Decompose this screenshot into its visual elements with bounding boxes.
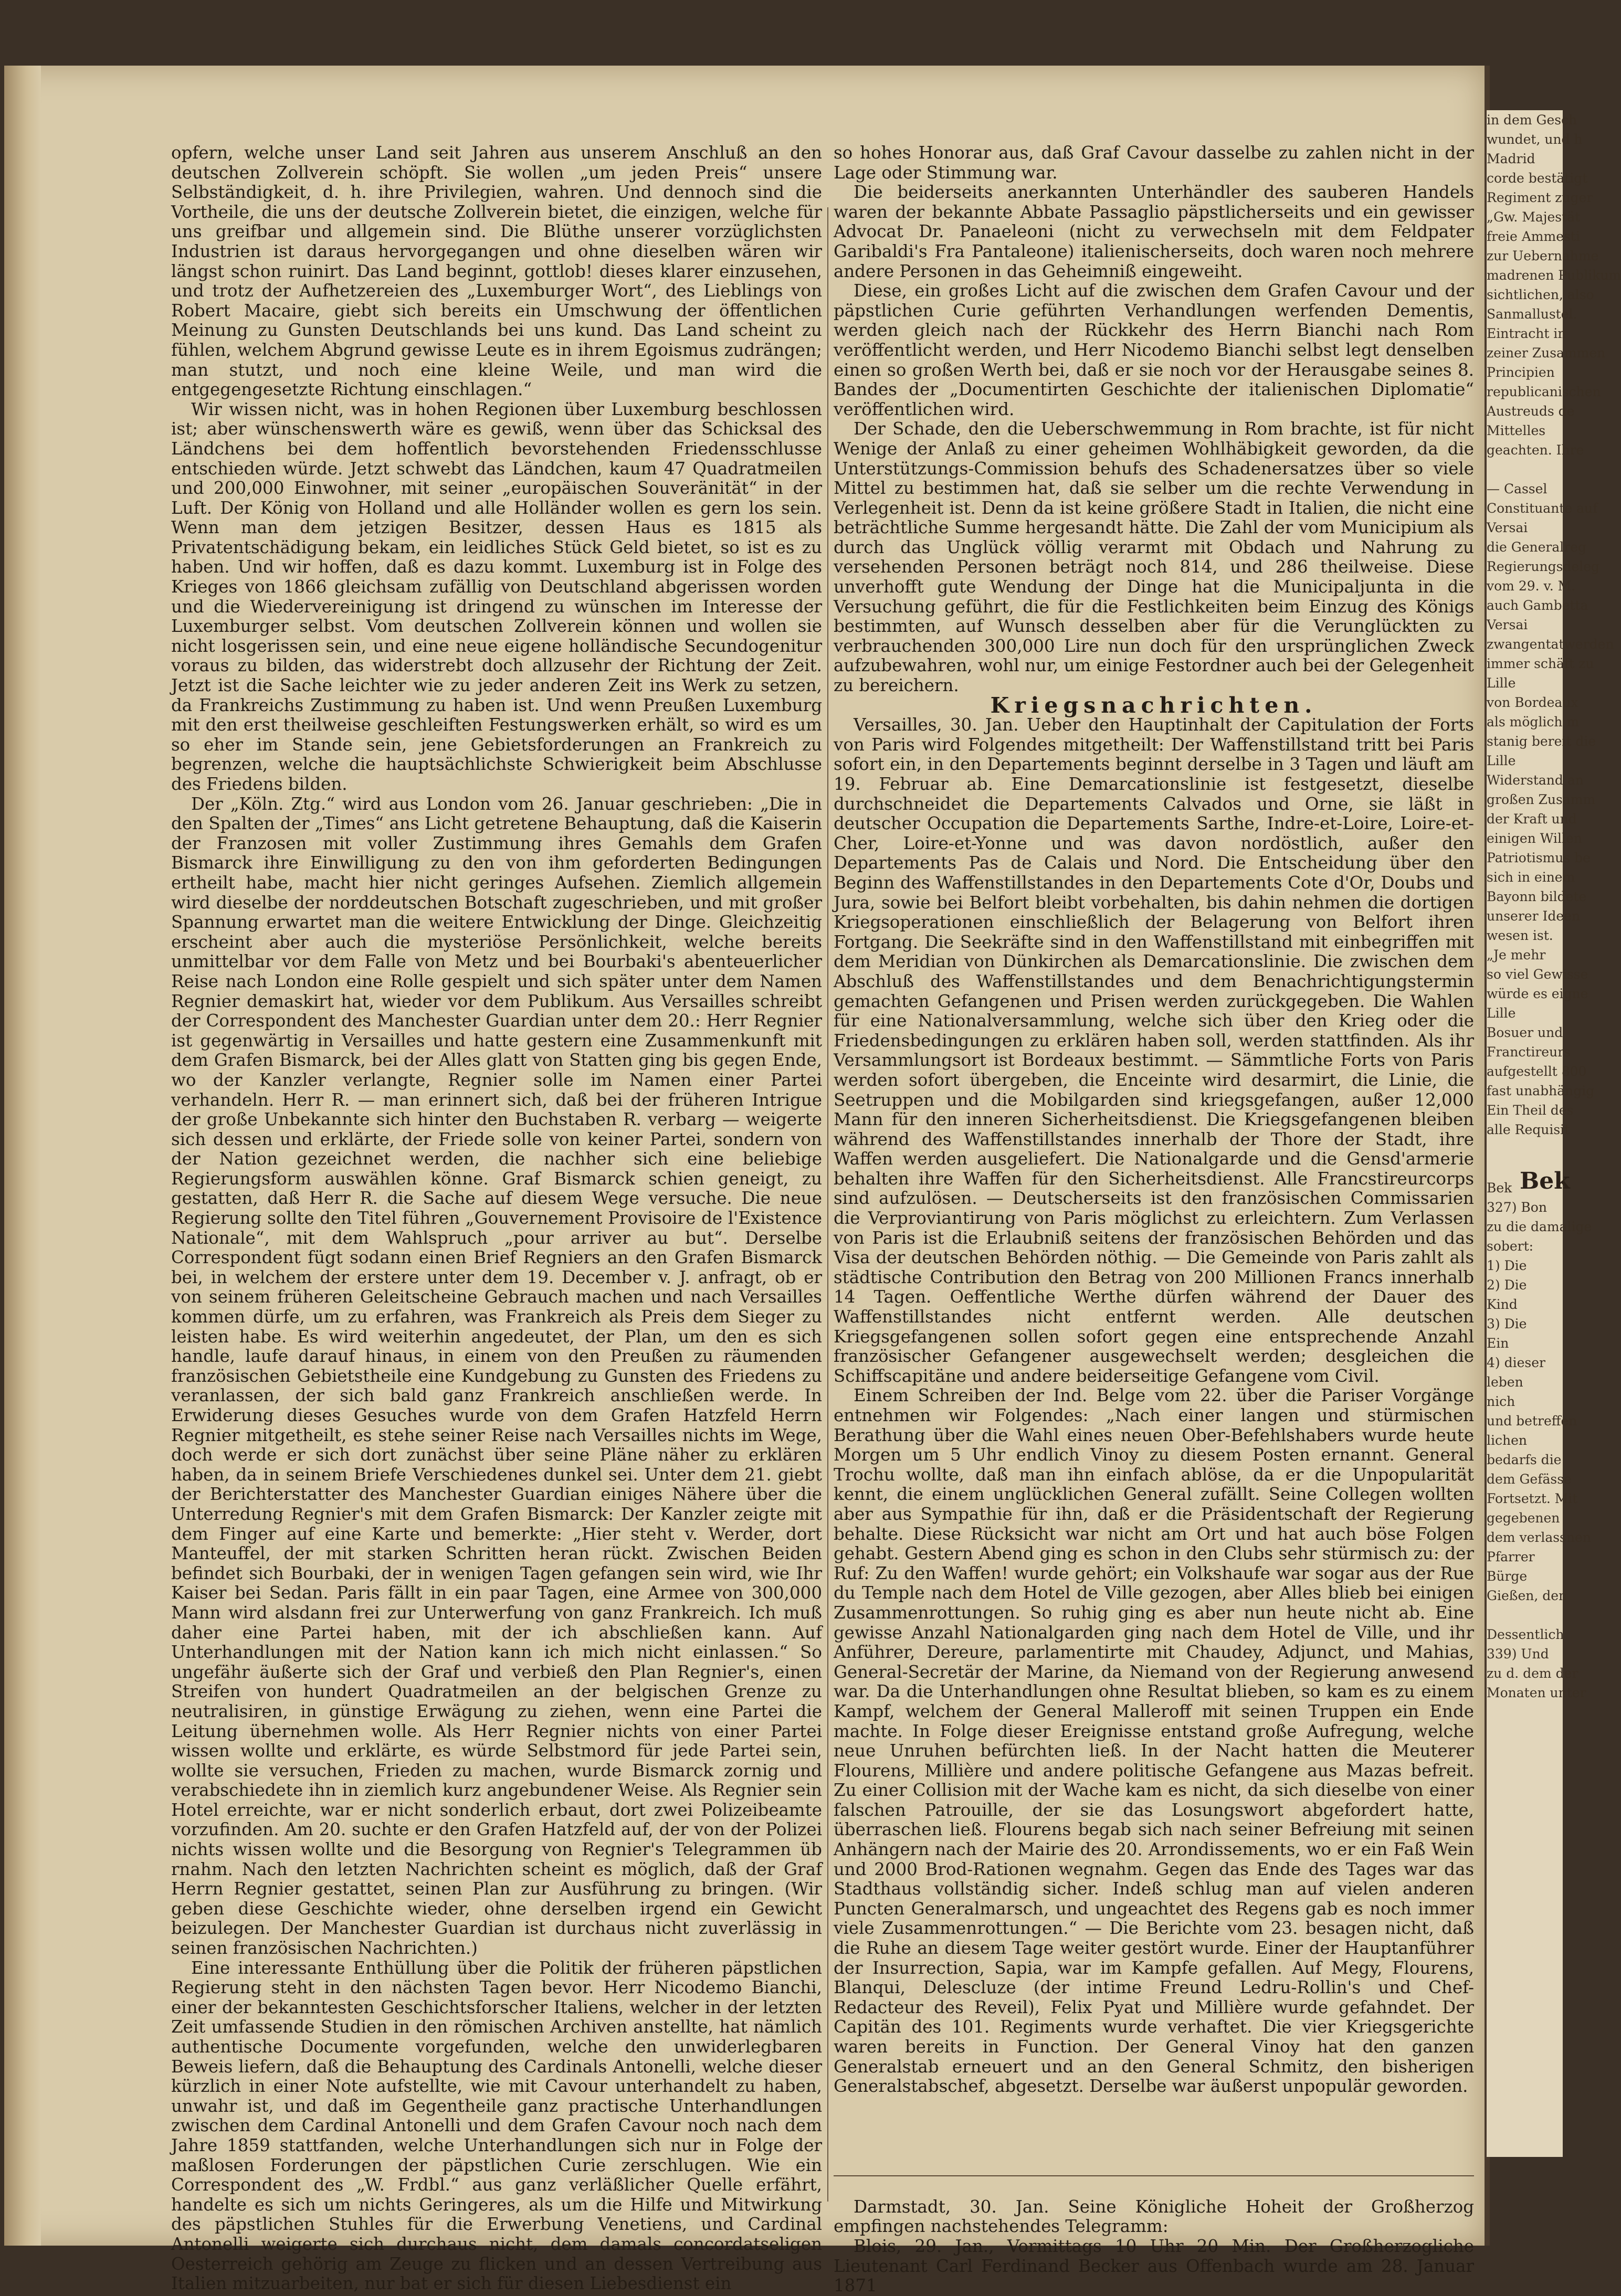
fragment-line: so viel Gewisse xyxy=(1487,967,1588,982)
adjacent-page-fragment xyxy=(1487,110,1621,2157)
fragment-line: 1) Die xyxy=(1487,1258,1527,1273)
fragment-line: sich in einem xyxy=(1487,870,1575,885)
fragment-line: Franctireurs xyxy=(1487,1044,1571,1060)
fragment-line: aufgestellt 800 xyxy=(1487,1064,1587,1079)
fragment-line: madrenen Publikum xyxy=(1487,268,1621,283)
fragment-line: wundet, und h xyxy=(1487,132,1583,147)
fragment-line: Madrid xyxy=(1487,151,1535,166)
fragment-line: Gießen, den xyxy=(1487,1588,1567,1603)
book-binding xyxy=(4,66,41,2246)
fragment-line: Sanmallustel. xyxy=(1487,306,1577,322)
fragment-line: leben xyxy=(1487,1374,1523,1390)
fragment-line: sichtlichen, also xyxy=(1487,287,1594,302)
fragment-line: Bosuer und xyxy=(1487,1025,1563,1040)
fragment-line: „Gw. Majestät xyxy=(1487,209,1581,225)
fragment-line: 327) Bon xyxy=(1487,1200,1547,1215)
fragment-line: 3) Die xyxy=(1487,1316,1527,1331)
fragment-line xyxy=(1487,1139,1563,1159)
fragment-line: als möglich m xyxy=(1487,714,1580,729)
fragment-line: Austreuds de xyxy=(1487,404,1575,419)
fragment-line: Lille xyxy=(1487,675,1516,691)
fragment-line: die Generalreg xyxy=(1487,539,1587,555)
middle-column xyxy=(834,143,1474,2296)
left-paragraph-1: opfern, welche unser Land seit Jahren aus unserem Anschluß an den deutschen Zollverein schöpft. Sie wollen „um jeden Preis“ unsere Selbständigkeit, d. h. ihre Privilegien, wahren. Und dennoch sind die Vortheile, die uns der deutsche Zollverein bietet, die einzigen, welche für uns greifbar und allgemein sind. Die Blüthe unserer vorzüglichsten Industrien ist daraus hervorgegangen und ohne dieselben wären wir längst schon ruinirt. Das Land beginnt, gottlob! dieses klarer einzusehen, und trotz der Aufhetzereien des „Luxemburger Wort“, des Lieblings von Robert Macaire, giebt sich bereits ein Umschwung der öffentlichen Meinung zu Gunsten Deutschlands bei uns kund. Das Land scheint zu fühlen, welchem Abgrund gewisse Leute es in ihrem Egoismus zudrängen; man stutzt, und noch eine kleine Weile, und man wird die entgegengesetzte Richtung einschlagen.“ xyxy=(171,143,822,400)
fragment-line: immer schäft zu xyxy=(1487,656,1594,671)
fragment-line xyxy=(1487,1605,1563,1625)
fragment-line: großen Zusamm xyxy=(1487,792,1596,807)
fragment-line: zur Uebernahme xyxy=(1487,248,1599,263)
fragment-line: Principien xyxy=(1487,365,1555,380)
fragment-line: dem verlassnen xyxy=(1487,1530,1591,1545)
fragment-line: stanig bereit die xyxy=(1487,734,1596,749)
fragment-line: Eintracht in xyxy=(1487,326,1566,341)
fragment-line: Ein Theil des xyxy=(1487,1103,1574,1118)
mid-paragraph-2: Die beiderseits anerkannten Unterhändler des sauberen Handels waren der bekannte Abbate Passaglio päpstlicherseits und ein gewisser Advocat Dr. Panaeleoni (nicht zu verwechseln mit dem Feldpater Garibaldi's Fra Pantaleone) italienischerseits, doch waren noch mehrere andere Personen in das Geheimniß eingeweiht. xyxy=(834,182,1474,281)
column-divider xyxy=(827,207,828,2202)
fragment-line: corde bestätigt xyxy=(1487,171,1588,186)
mid-paragraph-1: so hohes Honorar aus, daß Graf Cavour dasselbe zu zahlen nicht in der Lage oder Stimmung war. xyxy=(834,143,1474,183)
fragment-line: gegebenen xyxy=(1487,1510,1560,1526)
fragment-line: Patriotismus be xyxy=(1487,850,1591,865)
fragment-line: unserer Ideen xyxy=(1487,908,1581,924)
fragment-line: Dessentlich xyxy=(1487,1627,1564,1642)
fragment-line: zu d. dem der xyxy=(1487,1666,1578,1681)
fragment-line: in dem Gesch xyxy=(1487,112,1577,128)
newspaper-page xyxy=(4,66,1485,2296)
darmstadt-paragraph-1: Darmstadt, 30. Jan. Seine Königliche Hoheit der Großherzog empfingen nachstehendes Telegramm: xyxy=(834,2196,1474,2237)
section-heading-war-news: Kriegsnachrichten. xyxy=(990,692,1318,718)
fragment-line: und betreffen xyxy=(1487,1413,1577,1429)
fragment-line: einigen Willen xyxy=(1487,831,1582,846)
adjacent-page-heading: Bek xyxy=(1520,1168,1570,1194)
fragment-line: republicanischen xyxy=(1487,384,1601,399)
fragment-line: auch Gambetta xyxy=(1487,598,1588,613)
fragment-line: Bürge xyxy=(1487,1569,1528,1584)
fragment-line: nich xyxy=(1487,1394,1515,1409)
fragment-line: 4) dieser xyxy=(1487,1355,1545,1370)
mid-paragraph-4: Der Schade, den die Ueberschwemmung in Rom brachte, ist für nicht Wenige der Anlaß zu einer geheimen Wohlhäbigkeit geworden, da die Unterstützungs-Commission behufs des Schadenersatzes über so viele Mittel zu bestimmen hat, daß sie selber um die rechte Verwendung in Verlegenheit ist. Denn da ist keine größere Stadt in Italien, die nicht eine beträchtliche Summe hergesandt hätte. Die Zahl der vom Municipium als durch das Unglück völlig verarmt mit Obdach und Nahrung zu versehenden Personen beträgt noch 814, und 286 theilweise. Diese unverhofft gute Wendung der Dinge hat die Municipaljunta in die Versuchung geführt, die für die Festlichkeiten beim Einzug des Königs bestimmten, auf Wunsch desselben aber für die Verunglückten zu verbrauchenden 300,000 Lire nun doch für den ursprünglichen Zweck aufzubewahren, wohl nur, um einige Festordner auch bei der Gelegenheit zu bereichern. xyxy=(834,419,1474,696)
fragment-line: Ein xyxy=(1487,1336,1509,1351)
war-paragraph-1: Versailles, 30. Jan. Ueber den Hauptinhalt der Capitulation der Forts von Paris wird Folgendes mitgetheilt: Der Waffenstillstand tritt bei Paris sofort ein, in den Departements beginnt derselbe in 3 Tagen und läuft am 19. Februar ab. Eine Demarcationslinie ist festgesetzt, dieselbe durchschneidet die Departements Calvados und Orne, sie läßt in deutscher Occupation die Departements Sarthe, Indre-et-Loire, Loire-et-Cher, Loire-et-Yonne und was davon nordöstlich, außer den Departements Pas de Calais und Nord. Die Entscheidung über den Beginn des Waffenstillstandes in den Departements Cote d'Or, Doubs und Jura, sowie bei Belfort bleibt vorbehalten, bis dahin nehmen die dortigen Kriegsoperationen einschließlich der Belagerung von Belfort ihren Fortgang. Die Seekräfte sind in den Waffenstillstand mit einbegriffen mit dem Meridian von Dünkirchen als Demarcationslinie. Die zwischen dem Abschluß des Waffenstillstandes und dem Benachrichtigungstermin gemachten Gefangenen und Prisen werden zurückgegeben. Die Wahlen für eine Nationalversammlung, welche sich über den Krieg oder die Friedensbedingungen zu erklären haben soll, werden stattfinden. Als ihr Versammlungsort ist Bordeaux bestimmt. — Sämmtliche Forts von Paris werden sofort übergeben, die Enceinte wird desarmirt, die Linie, die Seetruppen und die Mobilgarden sind kriegsgefangen, außer 12,000 Mann für den inneren Sicherheitsdienst. Die Kriegsgefangenen bleiben während des Waffenstillstandes innerhalb der Thore der Stadt, ihre Waffen werden ausgeliefert. Die Nationalgarde und die Gensd'armerie behalten ihre Waffen für den Sicherheitsdienst. Alle Francstireurcorps sind aufzulösen. — Deutscherseits ist den französischen Commissarien die Verproviantirung von Paris möglichst zu erleichtern. Zum Verlassen von Paris ist die Erlaubniß seitens der französischen Behörden und das Visa der deutschen Behörden nöthig. — Die Gemeinde von Paris zahlt als städtische Contribution den Betrag von 200 Millionen Francs innerhalb 14 Tagen. Oeffentliche Werthe dürfen während der Dauer des Waffenstillstandes nicht entfernt werden. Alle deutschen Kriegsgefangenen sollen sofort gegen eine entsprechende Anzahl französischer Gefangener ausgewechselt werden; desgleichen die Schiffscapitäne und andere beiderseitige Gefangene vom Civil. xyxy=(834,715,1474,1386)
fragment-line: Lille xyxy=(1487,753,1516,768)
fragment-line: lichen xyxy=(1487,1433,1527,1448)
section-separator xyxy=(834,2175,1474,2176)
fragment-line: bedarfs die xyxy=(1487,1452,1562,1467)
fragment-line: Pfarrer xyxy=(1487,1549,1535,1564)
war-paragraph-2: Einem Schreiben der Ind. Belge vom 22. über die Pariser Vorgänge entnehmen wir Folgendes: „Nach einer langen und stürmischen Berathung über die Wahl eines neuen Ober-Befehlshabers wurde heute Morgen um 5 Uhr endlich Vinoy zu diesem Posten ernannt. General Trochu wollte, daß man ihn einfach ablöse, da er die Unpopularität kennt, die einem unglücklichen General zufällt. Seine Collegen wollten aber aus Sympathie für ihn, daß er die Präsidentschaft der Regierung behalte. Diese Rücksicht war nicht am Ort und hat auch böse Folgen gehabt. Gestern Abend ging es schon in den Clubs sehr stürmisch zu: der Ruf: Zu den Waffen! wurde gehört; ein Volkshaufe war sogar aus der Rue du Temple nach dem Hotel de Ville gezogen, aber Alles blieb bei einigen Zusammenrottungen. So ruhig ging es aber nun heute nicht ab. Eine gewisse Anzahl Nationalgarden ging nach dem Hotel de Ville, und ihr Anführer, Dereure, parlamentirte mit Chaudey, Adjunct, und Mahias, General-Secretär der Marine, da Niemand von der Regierung anwesend war. Da die Unterhandlungen ohne Resultat blieben, so kam es zu einem Kampf, welchem der General Malleroff mit seinen Truppen ein Ende machte. In Folge dieser Ereignisse entstand große Aufregung, welche neue Unruhen befürchten ließ. In der Nacht hatten die Meuterer Flourens, Millière und andere politische Gefangene aus Mazas befreit. Zu einer Collision mit der Wache kam es nicht, da sich dieselbe von einer falschen Patrouille, der sie das Losungswort abgefordert hatte, überraschen ließ. Flourens begab sich nach seiner Befreiung mit seinen Anhängern nach der Mairie des 20. Arrondissements, wo er ein Faß Wein und 2000 Brod-Rationen wegnahm. Gegen das Ende des Tages war das Stadthaus vollständig sicher. Indeß schlug man auf vielen anderen Puncten Generalmarsch, und ungeachtet des Regens gab es noch immer viele Zusammenrottungen.“ — Die Berichte vom 23. besagen nicht, daß die Ruhe an diesem Tage weiter gestört wurde. Einer der Hauptanführer der Insurrection, Sapia, war im Kampfe gefallen. Auf Megy, Flourens, Blanqui, Delescluze (der intime Freund Ledru-Rollin's und Chef-Redacteur des Reveil), Felix Pyat und Millière wurde gefahndet. Der Capitän des 101. Regiments wurde verhaftet. Die vier Kriegsgerichte waren bereits in Function. Der General Vinoy hat den ganzen Generalstab erneuert und an den General Schmitz, den bisherigen Generalstabschef, abgesetzt. Derselbe war äußerst unpopulär geworden. xyxy=(834,1385,1474,2097)
fragment-line: Monaten unter xyxy=(1487,1685,1586,1700)
fragment-line: 339) Und xyxy=(1487,1646,1549,1662)
fragment-line: alle Requisit xyxy=(1487,1122,1570,1137)
fragment-line: Regierungsdeleg xyxy=(1487,559,1599,574)
mid-paragraph-3: Diese, ein großes Licht auf die zwischen dem Grafen Cavour und der päpstlichen Curie geführten Verhandlungen werfenden Dementis, werden gleich nach der Rückkehr des Herrn Bianchi nach Rom veröffentlicht werden, und Herr Nicodemo Bianchi selbst legt denselben einen so großen Werth bei, daß er sie noch vor der Herausgabe seines 8. Bandes der „Documentirten Geschichte der italienischen Diplomatie“ veröffentlichen wird. xyxy=(834,281,1474,419)
left-paragraph-4: Eine interessante Enthüllung über die Politik der früheren päpstlichen Regierung steht in den nächsten Tagen bevor. Herr Nicodemo Bianchi, einer der bekanntesten Geschichtsforscher Italiens, welcher in der letzten Zeit umfassende Studien in den römischen Archiven anstellte, hat nämlich authentische Documente vorgefunden, welche den unwiderlegbaren Beweis liefern, daß die Behauptung des Cardinals Antonelli, welche dieser kürzlich in einer Note aufstellte, wie mit Cavour unterhandelt zu haben, unwahr ist, und daß im Gegentheile ganz practische Unterhandlungen zwischen dem Cardinal Antonelli und dem Grafen Cavour noch nach dem Jahre 1859 stattfanden, welche Unterhandlungen sich nur in Folge der maßlosen Forderungen der päpstlichen Curie zerschlugen. Wie ein Correspondent des „W. Frdbl.“ aus ganz verläßlicher Quelle erfährt, handelte es sich um nichts Geringeres, als um die Hilfe und Mitwirkung des päpstlichen Stuhles für die Erwerbung Venetiens, und Cardinal Antonelli weigerte sich durchaus nicht, dem damals concordatseligen Oesterreich gehörig am Zeuge zu flicken und an dessen Vertreibung aus Italien mitzuarbeiten, nur bat er sich für diesen Liebesdienst ein xyxy=(171,1958,822,2294)
fragment-line: freie Ammesti xyxy=(1487,229,1580,244)
fragment-line: — Cassel xyxy=(1487,481,1548,496)
darmstadt-paragraph-2: Blois, 29. Jan., Vormittags 10 Uhr 20 Min. Der Großherzogliche Lieutenant Carl Ferdinand Becker aus Offenbach wurde am 28. Januar 1871 xyxy=(834,2236,1474,2296)
fragment-line: Regiment zuger xyxy=(1487,190,1593,205)
fragment-line: zu die damalige xyxy=(1487,1219,1592,1234)
left-column xyxy=(171,143,822,2294)
fragment-line: Fortsetzt. Mit xyxy=(1487,1491,1578,1506)
fragment-line: 2) Die xyxy=(1487,1277,1527,1293)
fragment-line: wesen ist. xyxy=(1487,928,1553,943)
fragment-line: Mittelles xyxy=(1487,423,1546,438)
fragment-line: Versai xyxy=(1487,617,1528,632)
fragment-line: Bayonn bildete xyxy=(1487,889,1587,904)
fragment-line: von Bordeaux xyxy=(1487,695,1578,710)
fragment-line: zeiner Zusammen xyxy=(1487,345,1606,361)
fragment-line: Lille xyxy=(1487,1006,1516,1021)
fragment-line: sobert: xyxy=(1487,1239,1534,1254)
fragment-line: zwangentatwerden xyxy=(1487,637,1614,652)
left-paragraph-2: Wir wissen nicht, was in hohen Regionen über Luxemburg beschlossen ist; aber wünschenswerth wäre es gewiß, wenn über das Schicksal des Ländchens bei dem hoffentlich bevorstehenden Friedensschlusse entschieden würde. Jetzt schwebt das Ländchen, kaum 47 Quadratmeilen und 200,000 Einwohner, mit seiner „europäischen Souveränität“ in der Luft. Der König von Holland und alle Holländer wollen es gern los sein. Wenn man dem jetzigen Besitzer, dessen Haus es 1815 als Privatentschädigung bekam, ein leidliches Stück Geld bietet, so ist es zu haben. Und wir hoffen, daß es dazu kommt. Luxemburg ist in Folge des Krieges von 1866 gleichsam zufällig von Deutschland abgerissen worden und die Wiedervereinigung ist dringend zu wünschen im Interesse der Luxemburger selbst. Vom deutschen Zollverein können und wollen sie nicht losgerissen sein, und eine neue eigene holländische Secundogenitur voraus zu bilden, das widerstrebt doch allzusehr der Richtung der Zeit. Jetzt ist die Sache leichter wie zu jeder anderen Zeit ins Werk zu setzen, da Frankreichs Zustimmung zu haben ist. Und wenn Preußen Luxemburg mit den erst theilweise geschleiften Festungswerken erhält, so wird es um so eher im Stande sein, jene Gebietsforderungen an Frankreich zu begrenzen, welche die hauptsächlichste Schwierigkeit beim Abschlusse des Friedens bilden. xyxy=(171,399,822,794)
fragment-line: dem Gefässe xyxy=(1487,1472,1572,1487)
fragment-line: Kind xyxy=(1487,1297,1518,1312)
fragment-line: Bek xyxy=(1487,1180,1512,1195)
fragment-line: Constituante auf xyxy=(1487,501,1598,516)
fragment-line: „Je mehr xyxy=(1487,947,1546,962)
fragment-line: vom 29. v. M. xyxy=(1487,578,1576,594)
fragment-line xyxy=(1487,460,1563,479)
fragment-line: fast unabhängig xyxy=(1487,1083,1595,1098)
fragment-line: der Kraft und xyxy=(1487,811,1577,827)
fragment-line: Versai xyxy=(1487,520,1528,535)
fragment-line: geachten. Ihre xyxy=(1487,442,1584,458)
left-paragraph-3: Der „Köln. Ztg.“ wird aus London vom 26. Januar geschrieben: „Die in den Spalten der „Times“ ans Licht getretene Behauptung, daß die Kaiserin der Franzosen mit voller Zustimmung ihres Gemahls dem Grafen Bismarck ihre Einwilligung zu den von ihm geforderten Bedingungen ertheilt habe, macht hier nicht geringes Aufsehen. Ziemlich allgemein wird dieselbe der norddeutschen Botschaft zugeschrieben, und mit großer Spannung erwartet man die weitere Entwicklung der Dinge. Gleichzeitig erscheint aber auch die mysteriöse Persönlichkeit, welche bereits unmittelbar vor dem Falle von Metz und bei Bourbaki's abenteuerlicher Reise nach London eine Rolle gespielt und sich später unter dem Namen Regnier demaskirt hat, wieder vor dem Publikum. Aus Versailles schreibt der Correspondent des Manchester Guardian unter dem 20.: Herr Regnier ist gegenwärtig in Versailles und hatte gestern eine Zusammenkunft mit dem Grafen Bismarck, bei der Alles glatt von Statten ging bis gegen Ende, wo der Kanzler verlangte, Regnier solle im Namen einer Partei verhandeln. Herr R. — man erinnert sich, daß bei der früheren Intrigue der große Unbekannte sich hinter den Buchstaben R. verbarg — weigerte sich dessen und erklärte, der Friede solle von keiner Partei, sondern von der Nation gezeichnet werden, die nachher sich eine beliebige Regierungsform auswählen könne. Graf Bismarck schien geneigt, zu gestatten, daß Herr R. die Sache auf diesem Wege versuche. Die neue Regierung sollte den Titel führen „Gouvernement Provisoire de l'Existence Nationale“, mit dem Wahlspruch „pour arriver au but“. Derselbe Correspondent fügt sodann einen Brief Regniers an den Grafen Bismarck bei, in welchem der erstere unter dem 19. December v. J. anfragt, ob er von seinem früheren Geleitscheine Gebrauch machen und nach Versailles kommen dürfe, um zu erfahren, was Frankreich als Preis dem Sieger zu leisten habe. Es wird weiterhin angedeutet, der Plan, um den es sich handle, laufe darauf hinaus, in einem von den Preußen zu räumenden französischen Gebietstheile eine Kundgebung zu Gunsten des Friedens zu veranlassen, der sich bald ganz Frankreich anschließen werde. In Erwiderung dieses Gesuches wurde von dem Grafen Hatzfeld Herrn Regnier mitgetheilt, es stehe seiner Reise nach Versailles nichts im Wege, doch werde er sich dort zunächst über seine Pläne näher zu erklären haben, da in seinem Briefe Verschiedenes dunkel sei. Unter dem 21. giebt der Berichterstatter des Manchester Guardian einiges Nähere über die Unterredung Regnier's mit dem Grafen Bismarck: Der Kanzler zeigte mit dem Finger auf eine Karte und bemerkte: „Hier steht v. Werder, dort Manteuffel, der mit starken Schritten heran rückt. Zwischen Beiden befindet sich Bourbaki, der in wenigen Tagen gefangen sein wird, wie Ihr Kaiser bei Sedan. Paris fällt in ein paar Tagen, eine Armee von 300,000 Mann wird alsdann frei zur Unterwerfung von ganz Frankreich. Ich muß daher eine Partei haben, mit der ich abschließen kann. Auf Unterhandlungen mit der Nation kann ich mich nicht einlassen.“ So ungefähr äußerte sich der Graf und verbieß den Plan Regnier's, einen Streifen von hundert Quadratmeilen an der belgischen Grenze zu neutralisiren, in günstige Erwägung zu ziehen, wenn eine Partei die Leitung übernehmen wolle. Als Herr Regnier nichts von einer Partei wissen wollte und erklärte, es würde Selbstmord für jede Partei sein, wollte sie versuchen, Frieden zu machen, wurde Bismarck zornig und verabschiedete ihn in ziemlich kurz angebundener Weise. Als Regnier sein Hotel erreichte, war er nicht sonderlich erbaut, dort zwei Polizeibeamte vorzufinden. Am 20. suchte er den Grafen Hatzfeld auf, der von der Polizei nichts wissen wollte und die Besorgung von Regnier's Telegrammen üb rnahm. Nach den letzten Nachrichten scheint es möglich, daß der Graf Herrn Regnier gestattet, seinen Plan zur Ausführung zu bringen. (Wir geben diese Geschichte wieder, ohne derselben irgend ein Gewicht beizulegen. Der Manchester Guardian ist durchaus nicht zuverlässig in seinen französischen Nachrichten.) xyxy=(171,793,822,1959)
fragment-line: würde es eigne xyxy=(1487,986,1588,1001)
fragment-line: Widerstand an xyxy=(1487,773,1584,788)
